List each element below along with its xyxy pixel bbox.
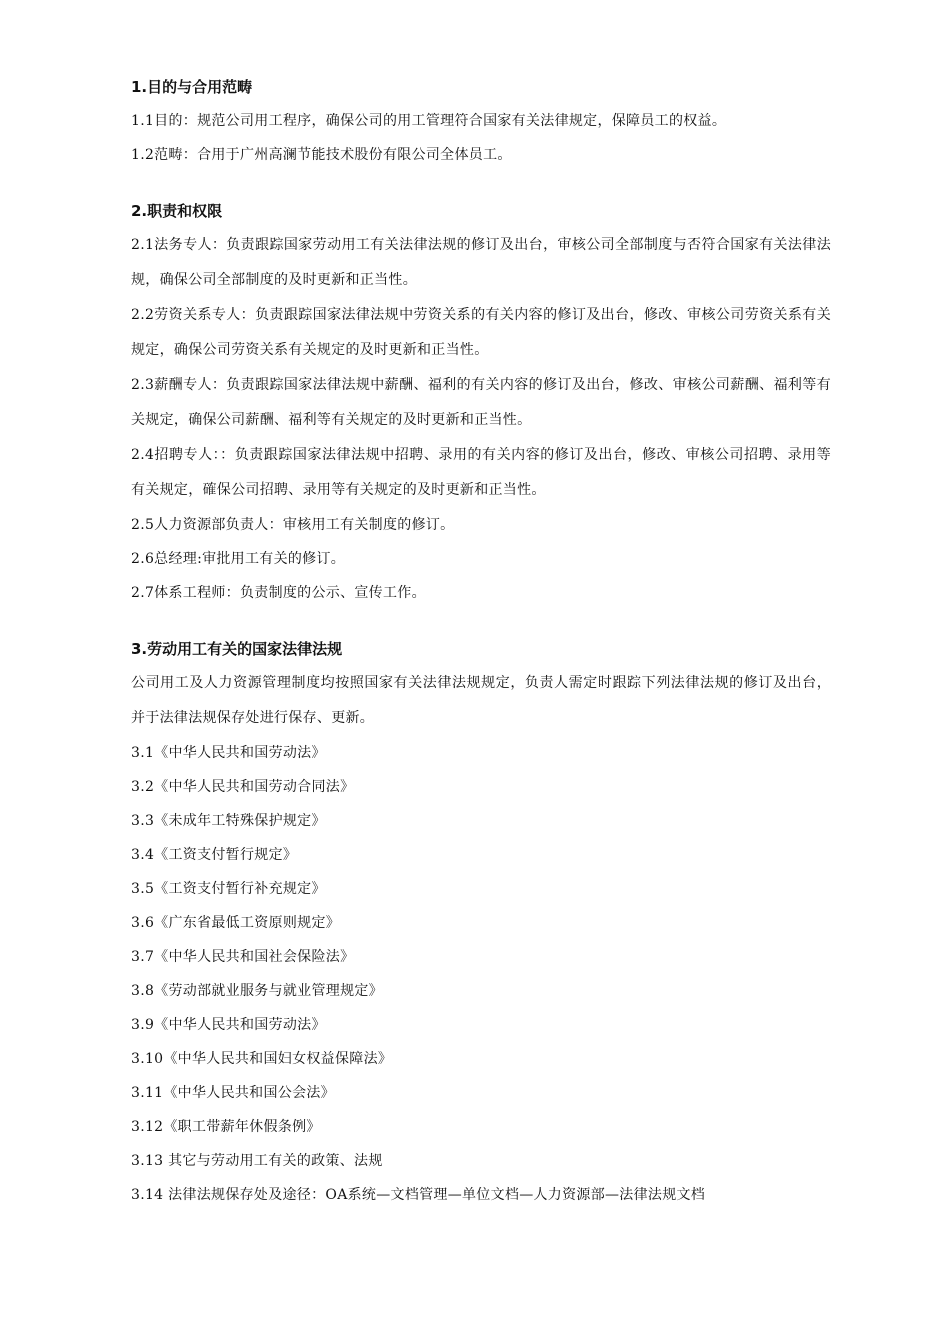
section-2-title: 2.职责和权限 [131, 202, 223, 220]
law-list-item: 3.12《职工带薪年休假条例》 [131, 1119, 321, 1135]
section-2-item: 2.4招聘专人：：负责跟踪国家法律法规中招聘、录用的有关内容的修订及出台，修改、审核公司招聘、录用等有关规定，確保公司招聘、录用等有关规定的及时更新和正当性。 [131, 447, 831, 498]
law-list-item: 3.3《未成年工特殊保护规定》 [131, 813, 326, 829]
section-1-item: 1.1目的：规范公司用工程序，确保公司的用工管理符合国家有关法律规定，保障员工的权益。 [131, 113, 727, 129]
section-1-item: 1.2范畴：合用于广州高澜节能技术股份有限公司全体员工。 [131, 147, 512, 163]
law-list-item: 3.6《广东省最低工资原则规定》 [131, 915, 341, 931]
section-2-item: 2.1法务专人：负责跟踪国家劳动用工有关法律法规的修订及出台，审核公司全部制度与否符合国家有关法律法规，确保公司全部制度的及时更新和正当性。 [131, 237, 831, 288]
law-list-item: 3.4《工资支付暂行规定》 [131, 847, 298, 863]
law-list-item: 3.5《工资支付暂行补充规定》 [131, 881, 326, 897]
section-2-item: 2.3薪酬专人：负责跟踪国家法律法规中薪酬、福利的有关内容的修订及出台，修改、审核公司薪酬、福利等有关规定，确保公司薪酬、福利等有关规定的及时更新和正当性。 [131, 377, 831, 428]
section-2-item: 2.6总经理:审批用工有关的修订。 [131, 551, 346, 567]
section-3-intro: 公司用工及人力资源管理制度均按照国家有关法律法规规定，负责人需定时跟踪下列法律法规的修订及出台，并于法律法规保存处进行保存、更新。 [131, 675, 831, 726]
law-list-item: 3.8《劳动部就业服务与就业管理规定》 [131, 983, 383, 999]
document-page [131, 70, 831, 1212]
section-gap [131, 610, 831, 632]
law-list-item: 3.11《中华人民共和国公会法》 [131, 1085, 335, 1101]
section-1-title: 1.目的与合用范畴 [131, 78, 253, 96]
law-list-item: 3.10《中华人民共和国妇女权益保障法》 [131, 1051, 393, 1067]
law-list-item: 3.1《中华人民共和国劳动法》 [131, 745, 326, 761]
section-gap [131, 172, 831, 194]
law-list-item: 3.13 其它与劳动用工有关的政策、法规 [131, 1153, 383, 1169]
law-storage-location: 3.14 法律法规保存处及途径：OA系统—文档管理—单位文档—人力资源部—法律法规文档 [131, 1187, 706, 1203]
law-list-item: 3.2《中华人民共和国劳动合同法》 [131, 779, 355, 795]
section-2-item: 2.7体系工程师：负责制度的公示、宣传工作。 [131, 585, 426, 601]
section-3-title: 3.劳动用工有关的国家法律法规 [131, 640, 343, 658]
law-list-item: 3.7《中华人民共和国社会保险法》 [131, 949, 355, 965]
section-2-item: 2.2劳资关系专人：负责跟踪国家法律法规中劳资关系的有关内容的修订及出台，修改、审核公司劳资关系有关规定，确保公司劳资关系有关规定的及时更新和正当性。 [131, 307, 831, 358]
law-list-item: 3.9《中华人民共和国劳动法》 [131, 1017, 326, 1033]
section-2-item: 2.5人力资源部负责人：审核用工有关制度的修订。 [131, 517, 455, 533]
